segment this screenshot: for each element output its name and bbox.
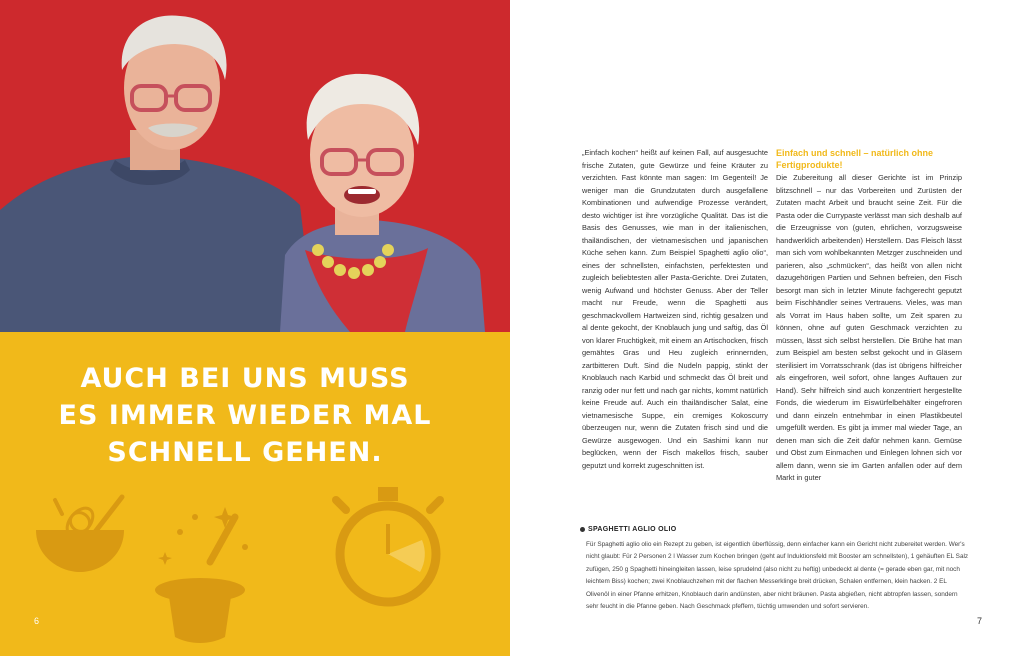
magic-hat-icon: [155, 507, 248, 643]
body-column-1: „Einfach kochen“ heißt auf keinen Fall, auf ausgesuchte frische Zutaten, gute Gewürze und feine Kräuter zu verzichten. Fast könnte man sagen: Im Gegenteil! Je weniger man die Grundzutaten durch ausgefallene Kombinationen und aufwendige Prozesse verändert, desto wichtiger ist ihre vorzügliche Qualität. Das ist die Basis des Genusses, wie man in der italienischen, thailändischen, der vietnamesischen und japanischen Küche sehen kann. Zum Beispiel Spaghetti aglio olio“, eines der schnellsten, einfachsten, perfektesten und zugleich beliebtesten aller Pasta-Gerichte. Drei Zutaten, wenig Aufwand und höchster Genuss. Aber der Teller macht nur Freude, wenn die Spaghetti aus geschmackvollem Hartweizen sind, richtig gesalzen und al dente gekocht, der Knoblauch jung und saftig, das Öl von klarer Fruchtigkeit, mit einem an Artischocken, frisch gemähtes Gras und Heu zugleich erinnernden, zartbitteren Duft. Sind die Nudeln pappig, stinkt der Knoblauch nach Karbid und schmeckt das Öl breit und ranzig oder nur fett und nach gar nichts, kommt natürlich keine Freude auf. Auch ein thailändischer Salat, eine vietnamesische Suppe, ein cremiges Kokoscurry überzeugen nur, wenn die Zutaten frisch sind und die Gewürze ausgewogen. Und ein Sashimi kann nur beglücken, wenn der Fisch makellos frisch, sauber geputzt und korrekt zugeschnitten ist.: [582, 148, 768, 470]
recipe-box: [580, 525, 970, 613]
page-number-left: 6: [34, 616, 40, 626]
recipe-text: Für Spaghetti aglio olio ein Rezept zu geben, ist eigentlich überflüssig, denn einfacher kann ein Gericht nicht zubereitet werden. Wer's nicht glaubt: Für 2 Personen 2 l Wasser zum Kochen bringen (geht auf Induktionsfeld mit Booster am schnellsten), 1 gehäuften EL Salz zufügen, 250 g Spaghetti hineingleiten lassen, leise sprudelnd (also nicht zu heftig) unbedeckt al dente (= gerade eben gar, mit noch leichtem Biss) kochen; zwei Knoblauchzehen mit der flachen Messerklinge breit drücken, Schalen entfernen, klein hacken. 2 EL Olivenöl in einer Pfanne erhitzen, Knoblauch darin andünsten, aber nicht bräunen. Pasta abgießen, nicht abtropfen lassen, sondern sehr feucht in die Pfanne geben. Nach Geschmack pfeffern, tüchtig umwenden und sofort servieren.: [586, 541, 969, 611]
page-number-right: 7: [977, 616, 983, 626]
body-column-2: [776, 147, 962, 485]
recipe-title: SPAGHETTI AGLIO OLIO: [588, 526, 677, 533]
stopwatch-icon: [336, 487, 440, 602]
body-column-2-text: Die Zubereitung all dieser Gerichte ist im Prinzip blitzschnell – nur das Vorbereiten und Zurüsten der Zutaten macht Arbeit und braucht seine Zeit. Für die Pasta oder die Currypaste verlässt man sich deshalb auf die Erzeugnisse von (guten, ehrlichen, vorzugsweise handwerklich arbeitenden) Herstellern. Das Fleisch lässt man sich vom wohlbekannten Metzger zuschneiden und parieren, also „schmücken“, das heißt von allen nicht dazugehörigen Partien und Sehnen befreien, den Fisch besorgt man sich in letzter Minute fachgerecht geputzt beim Fischhändler seines Vertrauens. Vieles, was man als Vorrat im Haus haben sollte, um Zeit sparen zu können, ohne auf guten Geschmack verzichten zu müssen, lässt sich selbst herstellen. Die Brühe hat man zum Beispiel am besten selbst gekocht und in Gläsern sterilisiert im Vorratsschrank (das ist übrigens hilfreicher als eingefroren, weil sofort, ohne langes Auftauen zur Hand). Sehr hilfreich sind auch konzentriert hergestellte Fonds, die wiederum im Eiswürfelbehälter eingefroren und dann einzeln entnehmbar in einen Plastikbeutel umgefüllt werden. Es gibt ja immer mal wieder Tage, an denen man sich die Zeit dafür nehmen kann. Gemüse und Obst zum Einmachen und Einlegen lohnen sich vor allem dann, wenn sie im Garten anfallen oder auf dem Markt in guter: [776, 173, 962, 482]
headline-panel: [0, 332, 510, 656]
headline-line-3: SCHNELL GEHEN.: [107, 437, 383, 468]
whisk-bowl-icon: [36, 497, 124, 572]
recipe-heading: [580, 525, 970, 535]
couple-photo: [0, 0, 510, 332]
right-page: [510, 0, 1020, 656]
section-heading: Einfach und schnell – natürlich ohne Fertigprodukte!: [776, 148, 934, 170]
headline-line-2: ES IMMER WIEDER MAL: [58, 400, 432, 431]
bullet-icon: [580, 527, 585, 532]
headline-line-1: AUCH BEI UNS MUSS: [80, 363, 410, 394]
